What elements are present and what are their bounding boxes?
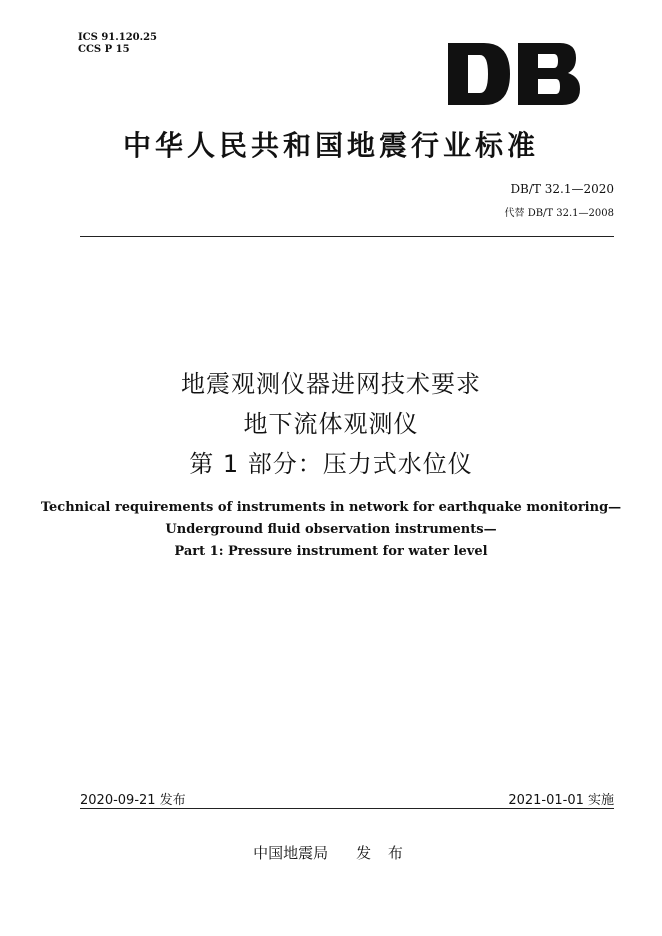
standard-category: 中华人民共和国地震行业标准 bbox=[122, 129, 539, 162]
db-logo bbox=[448, 43, 580, 105]
implementation-date: 2021-01-01 实施 bbox=[508, 793, 614, 808]
footer-divider bbox=[80, 808, 614, 809]
standard-code: DB/T 32.1—2020 bbox=[510, 182, 614, 196]
title-cn-line2: 地下流体观测仪 bbox=[243, 410, 419, 438]
ics-code: ICS 91.120.25 bbox=[78, 32, 158, 43]
title-en-line1: Technical requirements of instruments in network for earthquake monitoring— bbox=[40, 500, 622, 515]
header-divider bbox=[80, 236, 614, 237]
ccs-code: CCS P 15 bbox=[78, 44, 130, 55]
issuer bbox=[0, 842, 662, 863]
issuer-action: 发 布 bbox=[356, 844, 409, 862]
issue-date: 2020-09-21 发布 bbox=[80, 793, 186, 808]
title-cn-line3: 第 1 部分：压力式水位仪 bbox=[189, 450, 473, 478]
title-cn-line1: 地震观测仪器进网技术要求 bbox=[181, 370, 481, 398]
title-en-line3: Part 1: Pressure instrument for water level bbox=[174, 544, 488, 559]
title-en-line2: Underground fluid observation instruments— bbox=[165, 522, 497, 537]
replaced-standard: 代替 DB/T 32.1—2008 bbox=[504, 208, 614, 219]
issuer-name: 中国地震局 bbox=[253, 844, 329, 862]
